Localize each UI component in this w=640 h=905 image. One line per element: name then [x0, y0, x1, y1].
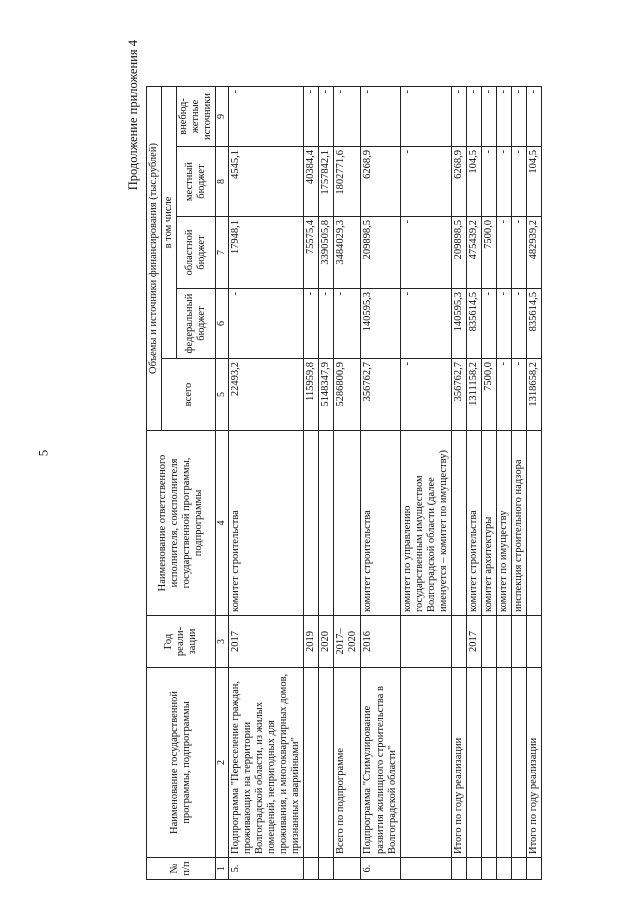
cell-year [400, 616, 451, 668]
header-federal: федеральный бюджет [177, 289, 216, 359]
cell-regional: 475439,2 [466, 217, 481, 289]
cell-federal: - [400, 289, 451, 359]
table-row [304, 87, 319, 880]
cell-num [319, 858, 334, 880]
rotated-sheet [126, 30, 630, 880]
cell-num [497, 858, 512, 880]
cell-total: 356762,7 [361, 359, 400, 431]
cell-federal: - [512, 289, 527, 359]
cell-program: Всего по подпрограмме [334, 668, 361, 858]
cell-federal: - [319, 289, 334, 359]
cell-program: Итого по году реализации [527, 668, 542, 858]
cell-regional: 209898,5 [361, 217, 400, 289]
cell-year [497, 616, 512, 668]
cell-local: 1802771,6 [334, 147, 361, 217]
cell-regional: 17948,1 [228, 217, 303, 289]
cell-federal: 140595,3 [451, 289, 466, 359]
table-row [228, 87, 303, 880]
cell-extra: - [512, 87, 527, 147]
cell-local: - [400, 147, 451, 217]
index-cell: 6 [216, 289, 229, 359]
header-funding: Объемы и источники финансирования (тыс.рублей) [147, 87, 162, 431]
table-row [482, 87, 497, 880]
cell-total: 7500,0 [482, 359, 497, 431]
cell-total: - [497, 359, 512, 431]
cell-extra: - [451, 87, 466, 147]
header-local: местный бюджет [177, 147, 216, 217]
table-row [319, 87, 334, 880]
cell-extra: - [527, 87, 542, 147]
cell-local: - [482, 147, 497, 217]
table-row [527, 87, 542, 880]
table-row [361, 87, 400, 880]
cell-total: 1318658,2 [527, 359, 542, 431]
cell-year [482, 616, 497, 668]
table-row [400, 87, 451, 880]
index-cell: 9 [216, 87, 229, 147]
cell-executor: инспекция строительного надзора [512, 431, 527, 616]
cell-extra: - [361, 87, 400, 147]
cell-local: 6268,9 [361, 147, 400, 217]
table-body [228, 87, 541, 880]
cell-regional: 209898,5 [451, 217, 466, 289]
cell-total: - [512, 359, 527, 431]
cell-local: - [497, 147, 512, 217]
cell-extra: - [466, 87, 481, 147]
appendix-note: Продолжение приложения 4 [126, 40, 140, 191]
cell-extra: - [319, 87, 334, 147]
cell-federal: 140595,3 [361, 289, 400, 359]
cell-program [512, 668, 527, 858]
cell-regional: 75575,4 [304, 217, 319, 289]
cell-program: Подпрограмма "Стимулирование развития жилищного строительства в Волгоградской области" [361, 668, 400, 858]
cell-num [304, 858, 319, 880]
cell-federal: - [482, 289, 497, 359]
cell-num: 5. [228, 858, 303, 880]
cell-year: 2017 [228, 616, 303, 668]
cell-executor [304, 431, 319, 616]
header-incl: в том числе [162, 87, 177, 359]
cell-total: 1311158,2 [466, 359, 481, 431]
cell-year [527, 616, 542, 668]
cell-num [482, 858, 497, 880]
cell-local: 40384,4 [304, 147, 319, 217]
header-year: Год реали-зации [147, 616, 216, 668]
cell-executor: комитет архитектуры [482, 431, 497, 616]
cell-regional: - [497, 217, 512, 289]
cell-total: - [400, 359, 451, 431]
header-num: № п/п [147, 858, 216, 880]
index-cell: 2 [216, 668, 229, 858]
column-index-row [216, 87, 229, 880]
cell-local: 104,5 [466, 147, 481, 217]
cell-executor [334, 431, 361, 616]
cell-total: 5286800,9 [334, 359, 361, 431]
cell-num [527, 858, 542, 880]
cell-executor: комитет строительства [466, 431, 481, 616]
cell-executor: комитет строительства [361, 431, 400, 616]
cell-num: 6. [361, 858, 400, 880]
cell-program: Подпрограмма "Переселение граждан, проживающих на территории Волгоградской области, из жилых помещений, непригодных для проживания, и многоквартирных домов, признанных аварийными" [228, 668, 303, 858]
cell-federal: - [334, 289, 361, 359]
cell-total: 115959,8 [304, 359, 319, 431]
cell-num [512, 858, 527, 880]
cell-num [451, 858, 466, 880]
table-row [497, 87, 512, 880]
cell-local: 4545,1 [228, 147, 303, 217]
cell-executor: комитет по имуществу [497, 431, 512, 616]
index-cell: 4 [216, 431, 229, 616]
index-cell: 7 [216, 217, 229, 289]
cell-extra: - [334, 87, 361, 147]
cell-local: 6268,9 [451, 147, 466, 217]
cell-extra: - [497, 87, 512, 147]
cell-year: 2016 [361, 616, 400, 668]
header-program: Наименование государственной программы, подпрограммы [147, 668, 216, 858]
index-cell: 1 [216, 858, 229, 880]
index-cell: 8 [216, 147, 229, 217]
cell-program [400, 668, 451, 858]
cell-federal: - [304, 289, 319, 359]
cell-program [319, 668, 334, 858]
cell-year: 2019 [304, 616, 319, 668]
table-row [451, 87, 466, 880]
cell-extra: - [228, 87, 303, 147]
cell-year [512, 616, 527, 668]
cell-federal: 835614,5 [527, 289, 542, 359]
cell-num [400, 858, 451, 880]
cell-extra: - [400, 87, 451, 147]
cell-total: 22493,2 [228, 359, 303, 431]
cell-total: 5148347,9 [319, 359, 334, 431]
cell-local: 104,5 [527, 147, 542, 217]
cell-program [497, 668, 512, 858]
cell-num [466, 858, 481, 880]
cell-program: Итого по году реализации [451, 668, 466, 858]
cell-regional: 3390505,8 [319, 217, 334, 289]
cell-total: 356762,7 [451, 359, 466, 431]
cell-regional: - [512, 217, 527, 289]
cell-program [304, 668, 319, 858]
cell-program [466, 668, 481, 858]
cell-year: 2017–2020 [334, 616, 361, 668]
cell-year [451, 616, 466, 668]
cell-federal: - [497, 289, 512, 359]
header-extra: внебюд-жетные источники [177, 87, 216, 147]
cell-federal: 835614,5 [466, 289, 481, 359]
cell-executor [527, 431, 542, 616]
cell-executor: комитет по управлению государственным имуществом Волгоградской области (далее именуется – комитет по имуществу) [400, 431, 451, 616]
header-total: всего [162, 359, 216, 431]
funding-table-wrap [146, 86, 542, 880]
cell-year: 2020 [319, 616, 334, 668]
cell-local: - [512, 147, 527, 217]
cell-regional: 3484029,3 [334, 217, 361, 289]
table-row [466, 87, 481, 880]
table-row [334, 87, 361, 880]
index-cell: 3 [216, 616, 229, 668]
header-regional: областной бюджет [177, 217, 216, 289]
cell-executor [451, 431, 466, 616]
cell-regional: - [400, 217, 451, 289]
page-number: 5 [35, 449, 51, 457]
cell-extra: - [304, 87, 319, 147]
header-executor: Наименование ответственного исполнителя, соисполнителя государственной программы, подпрограммы [147, 431, 216, 616]
cell-local: 1757842,1 [319, 147, 334, 217]
cell-regional: 482939,2 [527, 217, 542, 289]
cell-executor [319, 431, 334, 616]
funding-table [146, 86, 542, 880]
cell-num [334, 858, 361, 880]
cell-regional: 7500,0 [482, 217, 497, 289]
index-cell: 5 [216, 359, 229, 431]
cell-federal: - [228, 289, 303, 359]
cell-program [482, 668, 497, 858]
table-row [512, 87, 527, 880]
cell-executor: комитет строительства [228, 431, 303, 616]
cell-year: 2017 [466, 616, 481, 668]
cell-extra: - [482, 87, 497, 147]
